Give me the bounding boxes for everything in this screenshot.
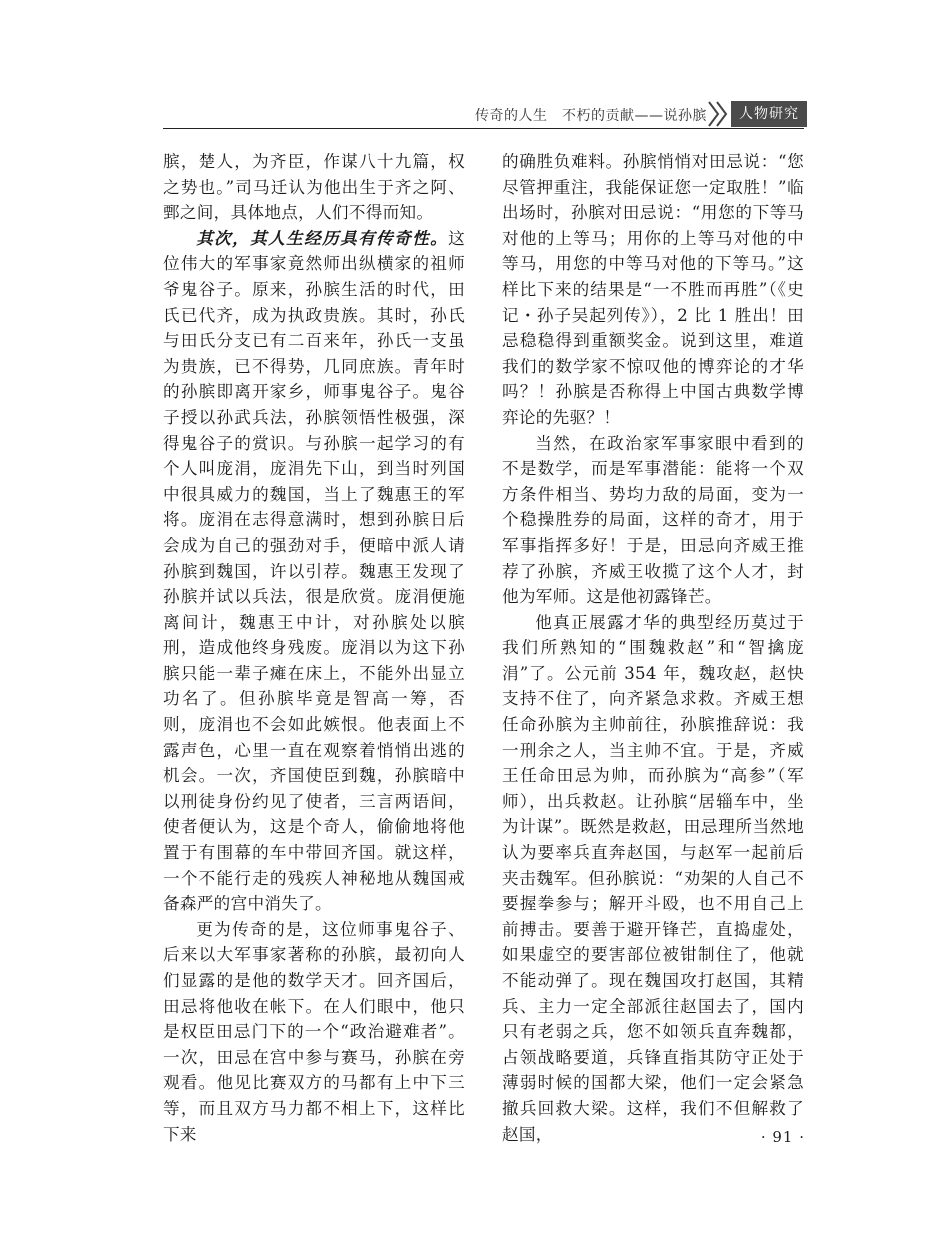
paragraph: 膑，楚人，为齐臣，作谋八十九篇，权之势也。”司马迁认为他出生于齐之阿、鄄之间，具体地点，人们不得而知。 (163, 152, 465, 223)
emphasis-lead: 其次，其人生经历具有传奇性。 (196, 227, 449, 248)
section-tab: 人物研究 (731, 101, 807, 127)
left-column (163, 149, 465, 1147)
running-header (163, 100, 807, 130)
paragraph: 更为传奇的是，这位师事鬼谷子、后来以大军事家著称的孙膑，最初向人们显露的是他的数学天才。回齐国后，田忌将他收在帐下。在人们眼中，他只是权臣田忌门下的一个“政治避难者”。一次，田忌在宫中参与赛马，孙膑在旁观看。他见比赛双方的马都有上中下三等，而且双方马力都不相上下，这样比下来 (163, 919, 465, 1144)
paragraph-body: 这位伟大的军事家竟然师出纵横家的祖师爷鬼谷子。原来，孙膑生活的时代，田氏已代齐，成为执政贵族。其时，孙氏与田氏分支已有二百来年，孙氏一支虽为贵族，已不得势，几同庶族。青年时的孙膑即离开家乡，师事鬼谷子。鬼谷子授以孙武兵法，孙膑领悟性极强，深得鬼谷子的赏识。与孙膑一起学习的有个人叫庞涓，庞涓先下山，到当时列国中很具威力的魏国，当上了魏惠王的军将。庞涓在志得意满时，想到孙膑日后会成为自己的强劲对手，便暗中派人请孙膑到魏国，许以引荐。魏惠王发现了孙膑并试以兵法，很是欣赏。庞涓便施离间计，魏惠王中计，对孙膑处以膑刑，造成他终身残废。庞涓以为这下孙膑只能一辈子瘫在床上，不能外出显立功名了。但孙膑毕竟是智高一筹，否则，庞涓也不会如此嫉恨。他表面上不露声色，心里一直在观察着悄悄出逃的机会。一次，齐国使臣到魏，孙膑暗中以刑徒身份约见了使者，三言两语间，使者便认为，这是个奇人，偷偷地将他置于有围幕的车中带回齐国。就这样，一个不能行走的残疾人神秘地从魏国戒备森严的宫中消失了。 (163, 228, 465, 914)
paragraph: 他真正展露才华的典型经历莫过于我们所熟知的“围魏救赵”和“智擒庞涓”了。公元前 354 年，魏攻赵，赵快支持不住了，向齐紧急求救。齐威王想任命孙膑为主帅前往，孙膑推辞说：我一刑余之人，当主帅不宜。于是，齐威王任命田忌为帅，而孙膑为“高参”（军师），出兵救赵。让孙膑“居辎车中，坐为计谋”。既然是救赵，田忌理所当然地认为要率兵直奔赵国，与赵军一起前后夹击魏军。但孙膑说：“劝架的人自己不要握拳参与；解开斗殴，也不用自己上前搏击。要善于避开锋芒，直捣虚处，如果虚空的要害部位被钳制住了，他就不能动弹了。现在魏国攻打赵国，其精兵、主力一定全部派往赵国去了，国内只有老弱之兵，您不如领兵直奔魏都，占领战略要道，兵锋直指其防守正处于薄弱时候的国都大梁，他们一定会紧急撤兵回救大梁。这样，我们不但解救了赵国， (502, 612, 804, 1144)
page-number: · 91 · (760, 1128, 805, 1146)
header-title: 传奇的人生 不朽的贡献——说孙膑 (475, 108, 707, 124)
paragraph (163, 226, 465, 917)
header-rule (163, 128, 804, 129)
paragraph: 的确胜负难料。孙膑悄悄对田忌说：“您尽管押重注，我能保证您一定取胜！”临出场时，孙膑对田忌说：“用您的下等马对他的上等马；用你的上等马对他的中等马，用您的中等马对他的下等马。”这样比下来的结果是“一不胜而再胜”（《史记・孙子吴起列传》），2 比 1 胜出！田忌稳稳得到重额奖金。说到这里，难道我们的数学家不惊叹他的博弈论的才华吗？！孙膑是否称得上中国古典数学博弈论的先驱？！ (502, 152, 804, 427)
double-chevron-icon (706, 100, 732, 128)
paragraph: 当然，在政治家军事家眼中看到的不是数学，而是军事潜能：能将一个双方条件相当、势均力敌的局面，变为一个稳操胜券的局面，这样的奇才，用于军事指挥多好！于是，田忌向齐威王推荐了孙膑，齐威王收揽了这个人才，封他为军师。这是他初露锋芒。 (502, 433, 804, 607)
right-column (502, 149, 804, 1147)
